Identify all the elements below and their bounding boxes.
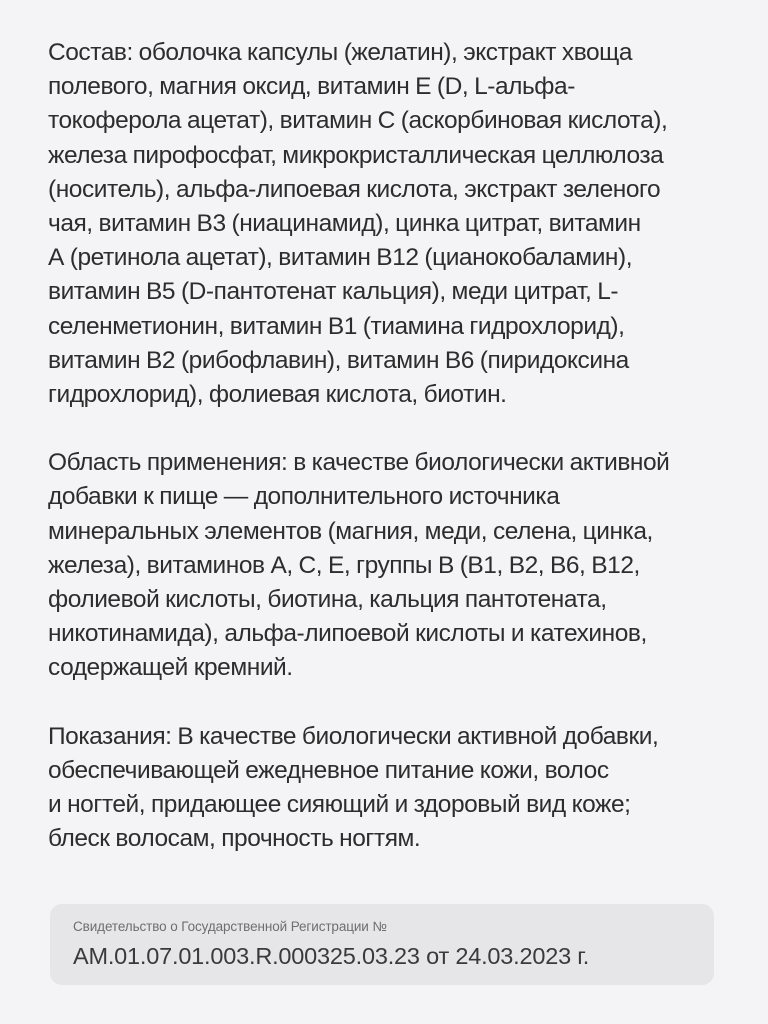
composition-line: витамин В5 (D-пантотенат кальция), меди цитрат, L-: [48, 278, 619, 306]
registration-number: АМ.01.07.01.003.R.000325.03.23 от 24.03.2023 г.: [73, 943, 590, 969]
application-area-line: добавки к пище — дополнительного источника: [48, 483, 560, 511]
composition-line: А (ретинола ацетат), витамин В12 (цианокобаламин),: [48, 244, 633, 272]
indications-paragraph: [48, 720, 728, 857]
composition-line: полевого, магния оксид, витамин Е (D, L-альфа-: [48, 73, 575, 101]
registration-label: Свидетельство о Государственной Регистрации №: [73, 919, 387, 934]
application-area-line: содержащей кремний.: [48, 654, 293, 682]
composition-line: чая, витамин В3 (ниацинамид), цинка цитрат, витамин: [48, 210, 641, 238]
application-area-line: фолиевой кислоты, биотина, кальция пантотената,: [48, 586, 607, 614]
composition-line: витамин В2 (рибофлавин), витамин В6 (пиридоксина: [48, 346, 629, 374]
application-area-line: минеральных элементов (магния, меди, селена, цинка,: [48, 517, 653, 545]
application-area-paragraph: [48, 446, 728, 685]
application-area-line: железа), витаминов А, С, Е, группы В (В1, В2, В6, В12,: [48, 551, 640, 579]
composition-line: (носитель), альфа-липоевая кислота, экстракт зеленого: [48, 175, 661, 203]
composition-line: селенметионин, витамин В1 (тиамина гидрохлорид),: [48, 312, 625, 340]
indications-line: и ногтей, придающее сияющий и здоровый вид коже;: [48, 791, 631, 819]
composition-line: Состав: оболочка капсулы (желатин), экстракт хвоща: [48, 39, 633, 66]
application-area-line: никотинамида), альфа-липоевой кислоты и катехинов,: [48, 620, 647, 648]
application-area-line: Область применения: в качестве биологически активной: [48, 449, 670, 477]
composition-paragraph: [48, 36, 728, 412]
paragraph-spacer: [48, 686, 728, 720]
indications-line: блеск волосам, прочность ногтям.: [48, 825, 421, 853]
indications-line: обеспечивающей ежедневное питание кожи, волос: [48, 756, 609, 784]
composition-line: гидрохлорид), фолиевая кислота, биотин.: [48, 381, 507, 409]
indications-line: Показания: В качестве биологически активной добавки,: [48, 722, 659, 750]
registration-card: [50, 904, 714, 985]
composition-line: токоферола ацетат), витамин С (аскорбиновая кислота),: [48, 107, 668, 135]
product-info-content: [48, 36, 728, 856]
composition-line: железа пирофосфат, микрокристаллическая целлюлоза: [48, 141, 664, 169]
paragraph-spacer: [48, 412, 728, 446]
